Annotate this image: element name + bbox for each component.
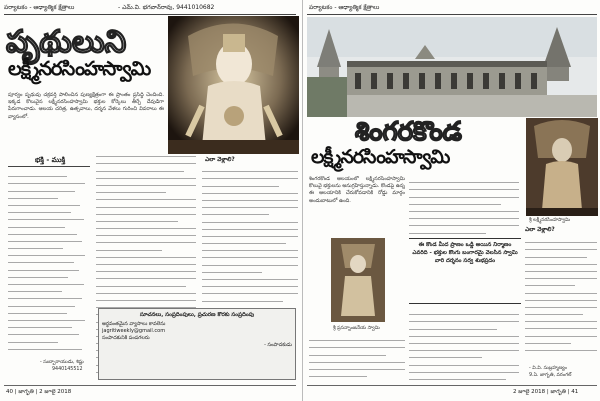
header-rule-right <box>307 14 597 15</box>
deity-photo <box>168 16 299 154</box>
info-box-signature: - సంపాదకుడు <box>264 342 292 348</box>
info-box-line-3: సంపాదకునికి పంపగలరు <box>102 335 150 341</box>
right-signature: - వి.వి. సుబ్రహ్మణ్యం <box>529 366 567 371</box>
header-rule <box>4 14 296 15</box>
section-label: పర్యాటకం - ఆధ్యాత్మిక క్షేత్రాలు <box>4 4 75 11</box>
right-body-col-3 <box>525 236 597 360</box>
right-body-col-1 <box>309 176 405 236</box>
right-intro-paragraph: శింగరకొండ ఆలయంలో లక్ష్మీనరసింహస్వామి కొలువై భక్తులను అనుగ్రహిస్తున్నాడు. కొండపై ఉన్న ఈ ఆలయానికి చేరుకోవడానికి రోడ్డు మార్గం అందుబాటులో ఉంది. <box>309 176 405 204</box>
info-box-email: jagritiweekly@gmail.com <box>102 328 166 334</box>
section-label-right: పర్యాటకం - ఆధ్యాత్మిక క్షేత్రాలు <box>309 4 380 11</box>
right-body-col-2b <box>409 308 519 384</box>
how-to-reach-heading: ఎలా వెళ్లాలి? <box>205 157 235 163</box>
deity-right-illustration <box>526 118 598 216</box>
title-top-right: శింగరకొండ <box>355 117 462 147</box>
body-column-right <box>202 165 298 307</box>
title-top: పృథులుని <box>6 24 127 60</box>
photo-caption-2: శ్రీ ప్రసన్నాంజనేయ స్వామి <box>333 326 380 331</box>
info-box-title: సూచనలు, సంప్రదింపులు, ప్రచురణ కొరకు సంప్రదింపు <box>139 312 255 318</box>
temple-illustration <box>307 17 597 117</box>
deity-illustration <box>168 16 299 154</box>
intro-paragraph: పూర్వం పృథువు చక్రవర్తి పాలించిన పుణ్యక్షేత్రంగా ఈ ప్రాంతం ప్రసిద్ధి చెందింది. ఇక్కడ కొలువైన లక్ష్మీనరసింహస్వామి భక్తుల కోర్కెలు తీర్చే దేవుడిగా పేరుగాంచాడు. ఆలయ చరిత్ర, ఉత్సవాలు, దర్శన వేళలు గురించి వివరాలు ఈ వ్యాసంలో. <box>8 92 164 120</box>
anjaneya-photo <box>331 238 385 322</box>
poem-signature: - సుబ్బారాయుడు, శిష్టు <box>40 360 84 365</box>
right-body-col-1b <box>309 334 405 382</box>
heading-rule <box>8 166 90 167</box>
author-line: - ఎమ్.వి. భగవాన్‌రావు, 9441010682 <box>118 4 215 11</box>
right-page <box>302 0 600 401</box>
page-footer-right: 2 జూలై 2018 | జాగృతి | 41 <box>513 389 579 395</box>
page-title-right: లక్ష్మీనరసింహస్వామి <box>311 146 450 168</box>
photo-caption-1: శ్రీ లక్ష్మీనరసింహస్వామి <box>529 218 571 223</box>
poem-phone: 9440145512 <box>52 367 83 372</box>
footer-rule-right <box>307 385 597 386</box>
page-title: లక్ష్మీనరసింహస్వామి <box>8 57 151 80</box>
pull-quote: ఈ కొండ మీద ప్రాణం ఒడ్డి అయిన నిర్మాణం ఎవరిది - భక్తుల కొంగు బంగారమై వెలసిన స్వామి వారి దర్శనం సర్వ శుభప్రదం <box>409 238 521 304</box>
info-box <box>98 308 296 380</box>
section-heading: భక్తి - ముక్తి <box>35 156 66 164</box>
right-signature-2: 9.ఏ. జాగృతి, వరంగల్ <box>529 373 572 378</box>
footer-rule <box>4 385 296 386</box>
how-to-reach-heading-right: ఎలా వెళ్లాలి? <box>525 227 555 233</box>
temple-photo <box>307 17 597 117</box>
page-footer: 40 | జాగృతి | 2 జూలై 2018 <box>6 389 72 395</box>
anjaneya-illustration <box>331 238 385 322</box>
poem-column <box>8 170 92 362</box>
deity-photo-right <box>526 118 598 216</box>
right-body-col-2 <box>409 176 519 234</box>
intro-text <box>8 92 164 138</box>
info-box-line-1: అర్థవంతమైన వ్యాసాలు కావలెను <box>102 321 166 327</box>
